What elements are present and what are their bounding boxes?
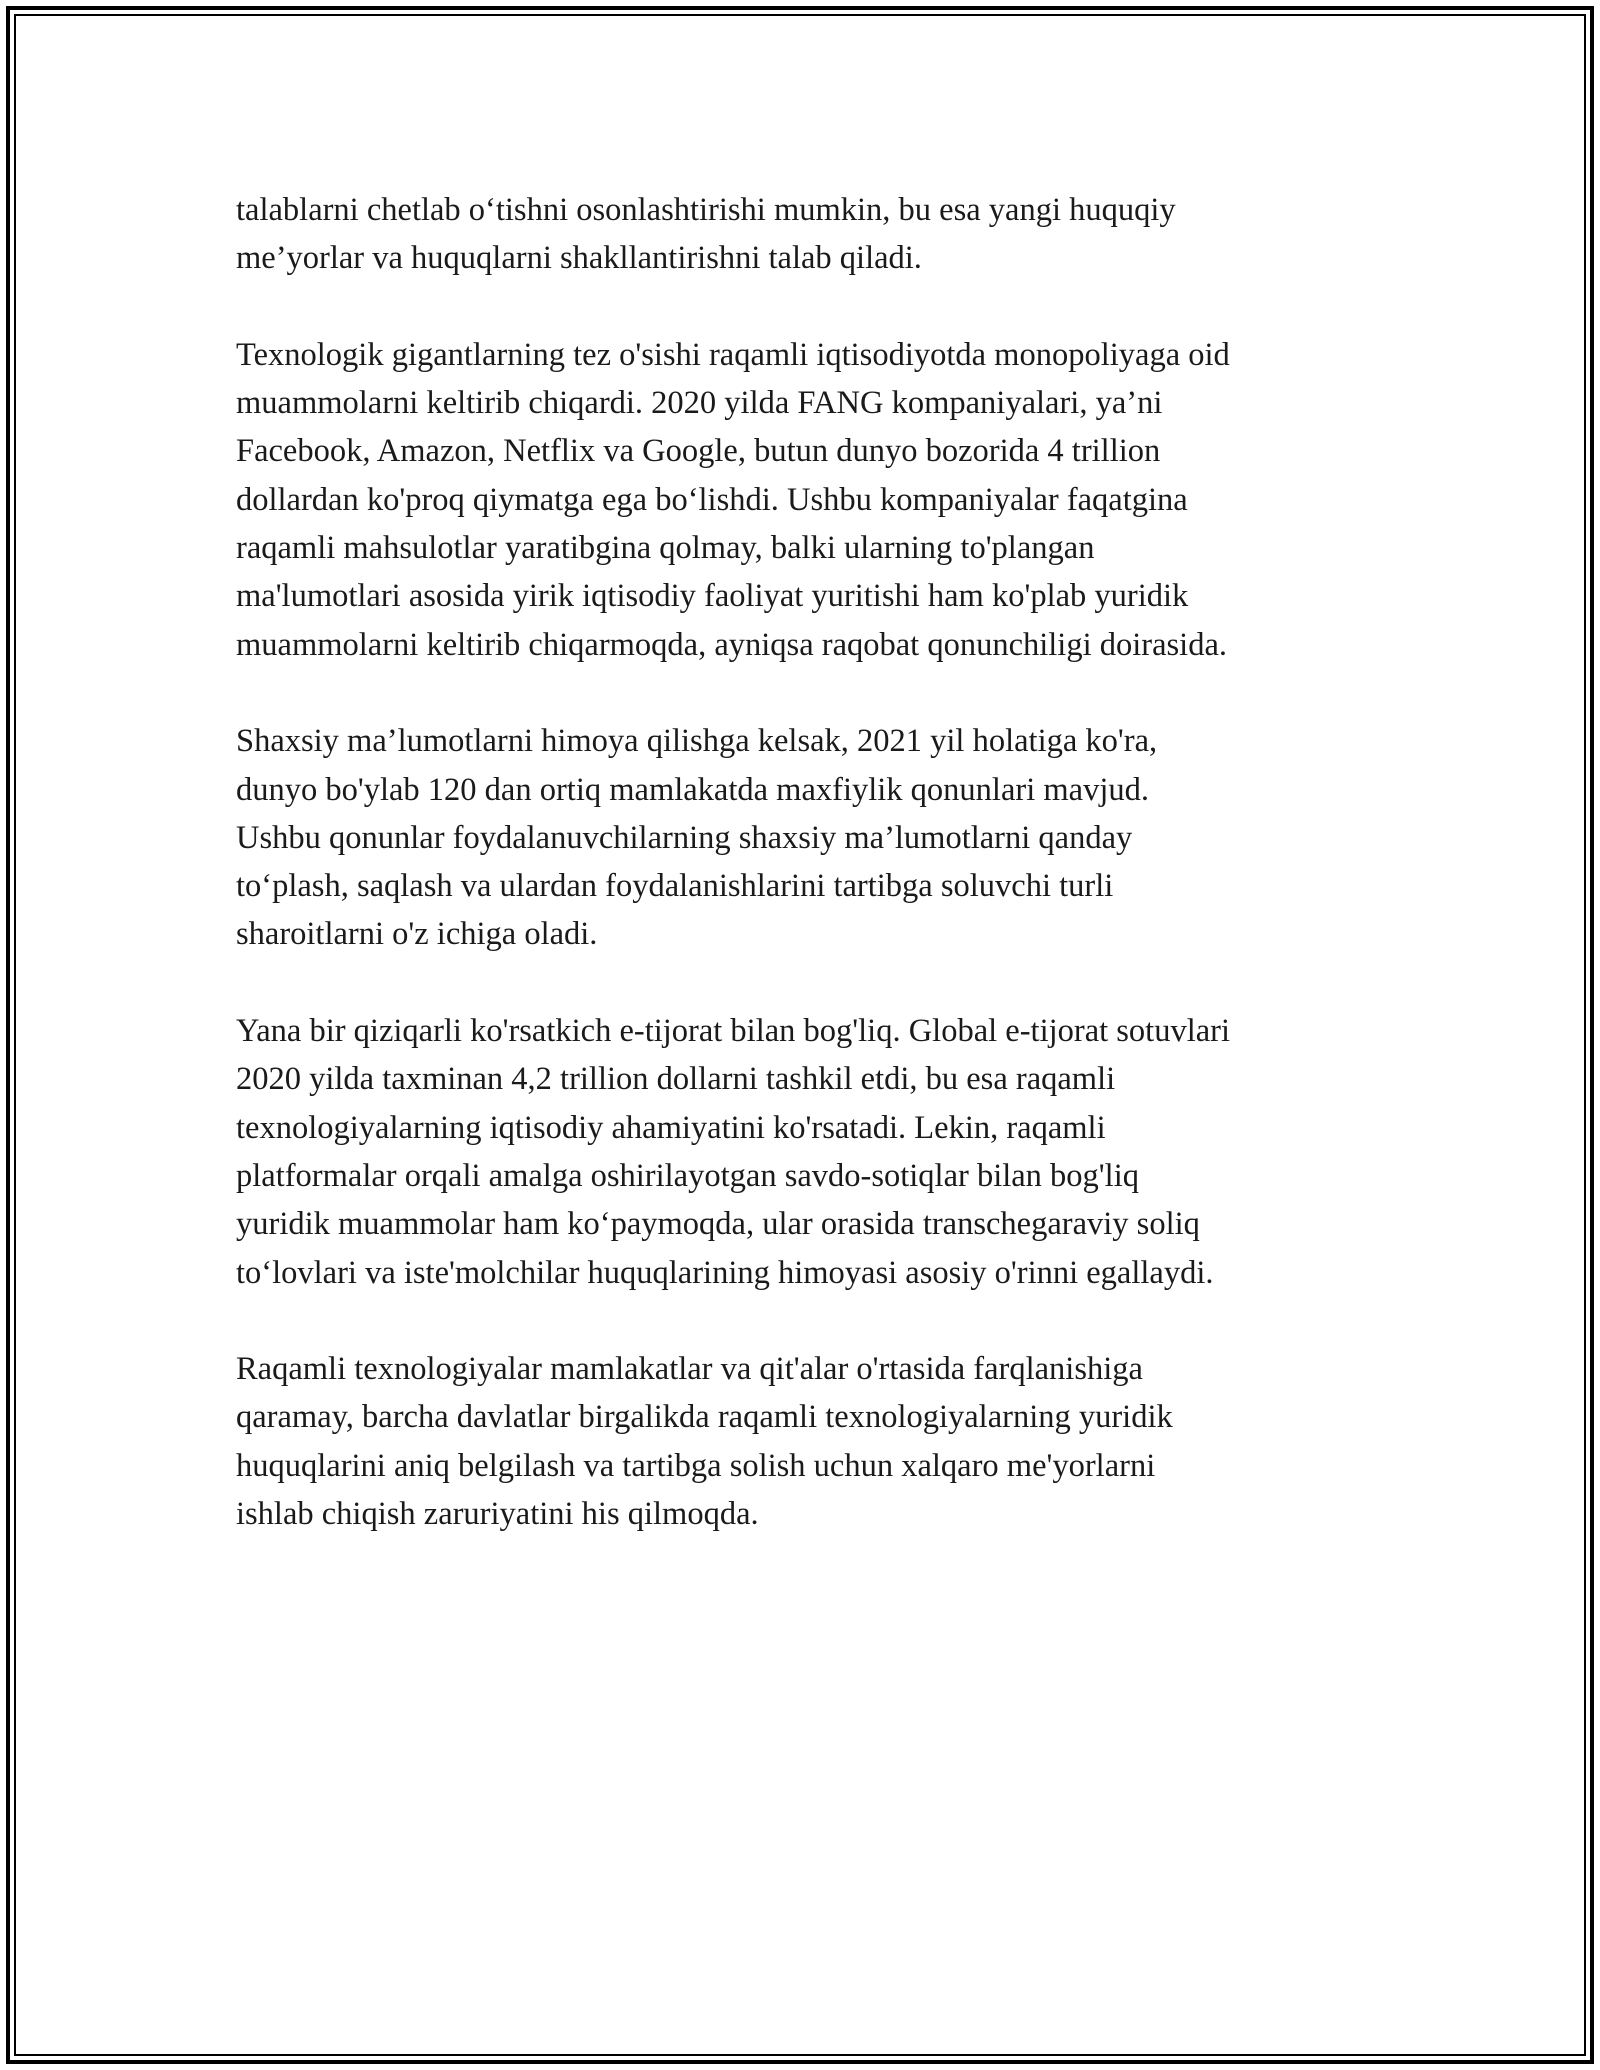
text-line: texnologiyalarning iqtisodiy ahamiyatini ko'rsatadi. Lekin, raqamli [236, 1109, 1106, 1146]
text-line: Facebook, Amazon, Netflix va Google, butun dunyo bozorida 4 trillion [236, 433, 1161, 470]
text-line: talablarni chetlab o‘tishni osonlashtirishi mumkin, bu esa yangi huquqiy [236, 192, 1176, 228]
text-line: ishlab chiqish zaruriyatini his qilmoqda. [236, 1496, 759, 1533]
text-line: raqamli mahsulotlar yaratibgina qolmay, balki ularning to'plangan [236, 530, 1095, 567]
text-line: 2020 yilda taxminan 4,2 trillion dollarni tashkil etdi, bu esa raqamli [236, 1061, 1116, 1098]
text-line: Raqamli texnologiyalar mamlakatlar va qit'alar o'rtasida farqlanishiga [236, 1351, 1143, 1388]
document-body [236, 186, 1386, 1587]
text-line: me’yorlar va huquqlarni shakllantirishni talab qiladi. [236, 240, 922, 277]
text-line: muammolarni keltirib chiqardi. 2020 yilda FANG kompaniyalari, ya’ni [236, 385, 1163, 422]
text-line: ma'lumotlari asosida yirik iqtisodiy faoliyat yuritishi ham ko'plab yuridik [236, 578, 1189, 615]
text-line: Shaxsiy ma’lumotlarni himoya qilishga kelsak, 2021 yil holatiga ko'ra, [236, 723, 1158, 760]
text-line: muammolarni keltirib chiqarmoqda, ayniqsa raqobat qonunchiligi doirasida. [236, 626, 1227, 663]
text-line: qaramay, barcha davlatlar birgalikda raqamli texnologiyalarning yuridik [236, 1399, 1173, 1436]
paragraph-4 [236, 1007, 1386, 1297]
text-line: sharoitlarni o'z ichiga oladi. [236, 916, 598, 953]
text-line: Yana bir qiziqarli ko'rsatkich e-tijorat bilan bog'liq. Global e-tijorat sotuvlari [236, 1013, 1231, 1050]
paragraph-1 [236, 186, 1386, 283]
paragraph-2 [236, 331, 1386, 669]
text-line: dollardan ko'proq qiymatga ega bo‘lishdi. Ushbu kompaniyalar faqatgina [236, 481, 1188, 518]
text-line: to‘lovlari va iste'molchilar huquqlarining himoyasi asosiy o'rinni egallaydi. [236, 1254, 1214, 1291]
paragraph-3 [236, 717, 1386, 958]
text-line: yuridik muammolar ham ko‘paymoqda, ular orasida transchegaraviy soliq [236, 1206, 1200, 1243]
text-line: Ushbu qonunlar foydalanuvchilarning shaxsiy ma’lumotlarni qanday [236, 819, 1133, 856]
paragraph-5 [236, 1345, 1386, 1538]
text-line: dunyo bo'ylab 120 dan ortiq mamlakatda maxfiylik qonunlari mavjud. [236, 771, 1149, 808]
text-line: Texnologik gigantlarning tez o'sishi raqamli iqtisodiyotda monopoliyaga oid [236, 336, 1230, 373]
text-line: to‘plash, saqlash va ulardan foydalanishlarini tartibga soluvchi turli [236, 868, 1114, 905]
text-line: huquqlarini aniq belgilash va tartibga solish uchun xalqaro me'yorlarni [236, 1447, 1156, 1484]
text-line: platformalar orqali amalga oshirilayotgan savdo-sotiqlar bilan bog'liq [236, 1157, 1139, 1194]
